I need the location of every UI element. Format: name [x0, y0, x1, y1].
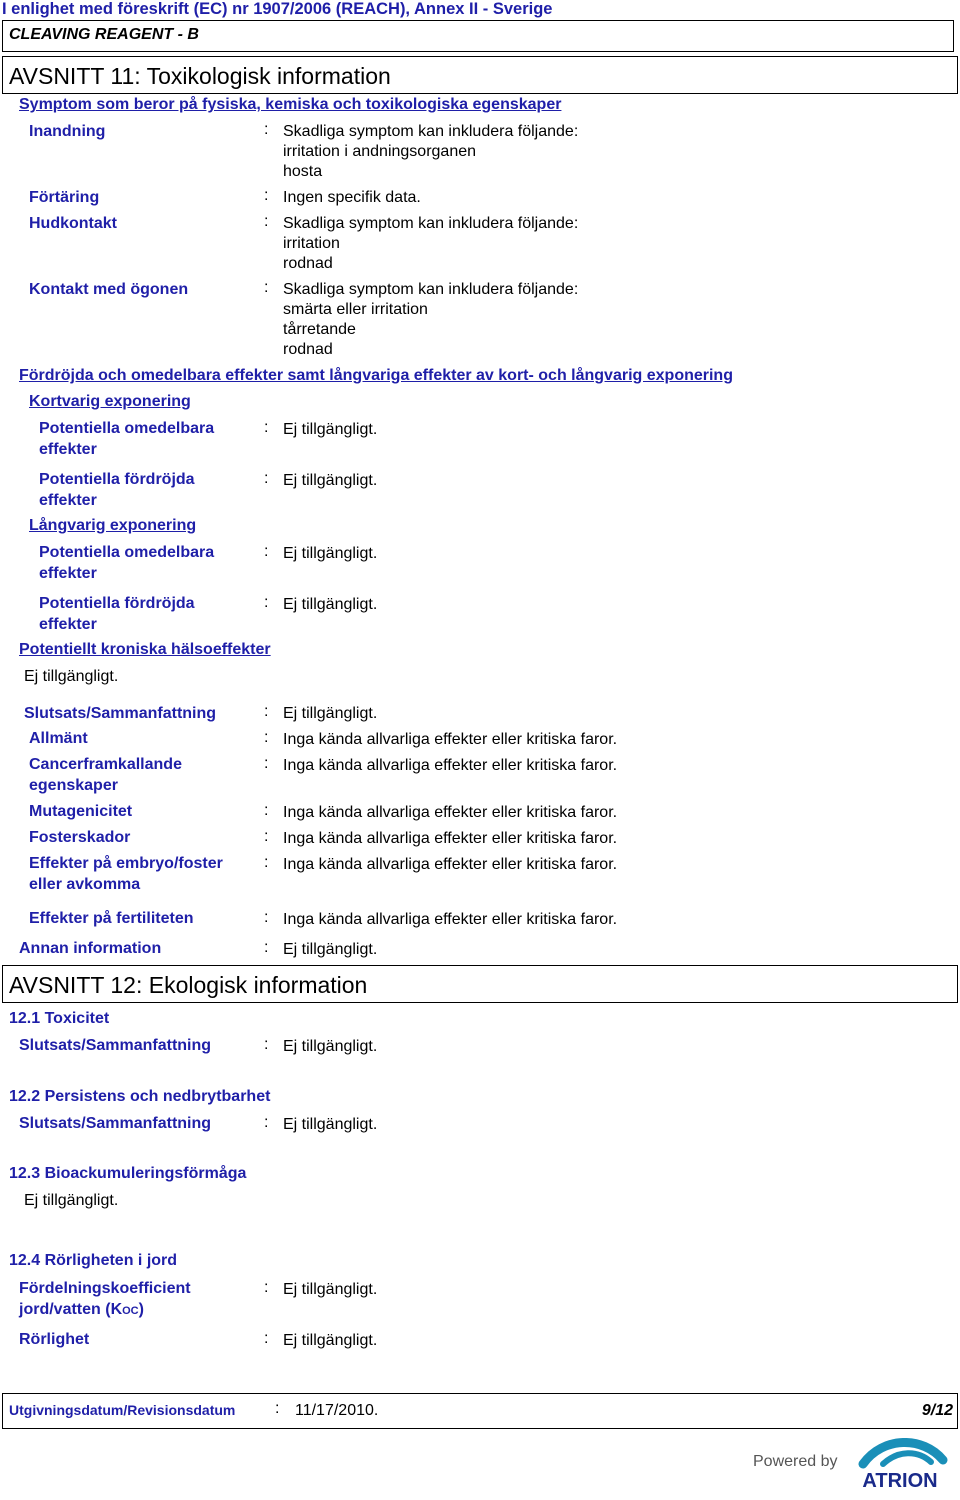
- product-name-box: [2, 20, 954, 52]
- colon: :: [264, 279, 269, 296]
- value-line: Skadliga symptom kan inkludera följande:: [283, 123, 579, 140]
- label-long-delayed: [39, 593, 195, 635]
- label-line: effekter: [39, 565, 97, 582]
- long-term-heading: Långvarig exponering: [29, 517, 197, 534]
- label-partition-coefficient: [19, 1278, 191, 1322]
- label-summary: Slutsats/Sammanfattning: [24, 705, 217, 722]
- label-text: jord/vatten (K: [19, 1301, 123, 1318]
- chronic-value: Ej tillgängligt.: [24, 668, 119, 685]
- value-line: Skadliga symptom kan inkludera följande:: [283, 215, 579, 232]
- section-11-header: [2, 56, 958, 94]
- footer: [2, 1393, 958, 1429]
- colon: :: [264, 1114, 269, 1131]
- value-fertility: Inga kända allvarliga effekter eller kritiska faror.: [283, 911, 618, 928]
- symptoms-heading: Symptom som beror på fysiska, kemiska och toxikologiska egenskaper: [19, 96, 562, 113]
- label-line: Potentiella fördröjda: [39, 471, 195, 488]
- value-line: irritation: [283, 235, 340, 252]
- value-eye-contact: [283, 280, 578, 360]
- label-line: eller avkomma: [29, 876, 141, 893]
- value-partition-coefficient: Ej tillgängligt.: [283, 1281, 378, 1298]
- value-teratogenicity: Inga kända allvarliga effekter eller kritiska faror.: [283, 830, 618, 847]
- label-short-immediate: [39, 418, 214, 460]
- label-fertility: Effekter på fertiliteten: [29, 910, 194, 927]
- value-inhalation: [283, 122, 578, 182]
- chronic-heading: Potentiellt kroniska hälsoeffekter: [19, 641, 271, 658]
- label-persistence-summary: Slutsats/Sammanfattning: [19, 1115, 212, 1132]
- label-text: ): [138, 1301, 144, 1318]
- value-short-delayed: Ej tillgängligt.: [283, 472, 378, 489]
- label-ingestion: Förtäring: [29, 189, 100, 206]
- label-embryo: [29, 853, 223, 895]
- value-line: hosta: [283, 163, 323, 180]
- label-mobility: Rörlighet: [19, 1331, 90, 1348]
- label-other-info: Annan information: [19, 940, 162, 957]
- colon: :: [264, 802, 269, 819]
- label-line: Fördelningskoefficient: [19, 1280, 191, 1297]
- bioaccumulation-heading: 12.3 Bioackumuleringsförmåga: [9, 1165, 247, 1182]
- label-teratogenicity: Fosterskador: [29, 829, 131, 846]
- colon: :: [264, 909, 269, 926]
- colon: :: [264, 729, 269, 746]
- value-line: Skadliga symptom kan inkludera följande:: [283, 281, 579, 298]
- label-line: Cancerframkallande: [29, 756, 182, 773]
- value-persistence-summary: Ej tillgängligt.: [283, 1116, 378, 1133]
- section-12-title: AVSNITT 12: Ekologisk information: [9, 972, 368, 998]
- label-skin-contact: Hudkontakt: [29, 215, 117, 232]
- value-line: rodnad: [283, 255, 333, 272]
- short-term-heading: Kortvarig exponering: [29, 393, 191, 410]
- delayed-effects-heading: Fördröjda och omedelbara effekter samt långvariga effekter av kort- och långvarig exponering: [19, 367, 733, 384]
- label-line: Potentiella fördröjda: [39, 595, 195, 612]
- label-mutagenicity: Mutagenicitet: [29, 803, 133, 820]
- value-other-info: Ej tillgängligt.: [283, 941, 378, 958]
- label-line: Effekter på embryo/foster: [29, 855, 223, 872]
- colon: :: [264, 1036, 269, 1053]
- value-long-immediate: Ej tillgängligt.: [283, 545, 378, 562]
- atrion-logo-icon: [843, 1438, 958, 1490]
- colon: :: [264, 1330, 269, 1347]
- value-mutagenicity: Inga kända allvarliga effekter eller kritiska faror.: [283, 804, 618, 821]
- value-general: Inga kända allvarliga effekter eller kritiska faror.: [283, 731, 618, 748]
- section-12-header: [2, 965, 958, 1003]
- colon: :: [264, 755, 269, 772]
- colon: :: [264, 939, 269, 956]
- value-mobility: Ej tillgängligt.: [283, 1332, 378, 1349]
- value-embryo: Inga kända allvarliga effekter eller kritiska faror.: [283, 856, 618, 873]
- atrion-logo-text: ATRION: [862, 1470, 938, 1490]
- value-ingestion: Ingen specifik data.: [283, 189, 421, 206]
- value-line: tårretande: [283, 321, 356, 338]
- colon: :: [264, 703, 269, 720]
- issue-date-label: Utgivningsdatum/Revisionsdatum: [9, 1402, 236, 1418]
- value-long-delayed: Ej tillgängligt.: [283, 596, 378, 613]
- subscript: OC: [122, 1305, 139, 1317]
- value-skin-contact: [283, 214, 578, 274]
- label-line: Potentiella omedelbara: [39, 544, 215, 561]
- label-long-immediate: [39, 542, 214, 584]
- label-line: effekter: [39, 441, 97, 458]
- persistence-heading: 12.2 Persistens och nedbrytbarhet: [9, 1088, 271, 1105]
- label-short-delayed: [39, 469, 195, 511]
- label-carcinogenicity: [29, 754, 182, 796]
- section-11-title: AVSNITT 11: Toxikologisk information: [9, 63, 391, 89]
- colon: :: [264, 543, 269, 560]
- colon: :: [264, 594, 269, 611]
- label-toxicity-summary: Slutsats/Sammanfattning: [19, 1037, 212, 1054]
- value-short-immediate: Ej tillgängligt.: [283, 421, 378, 438]
- label-general: Allmänt: [29, 730, 88, 747]
- regulation-header: I enlighet med föreskrift (EC) nr 1907/2006 (REACH), Annex II - Sverige: [2, 0, 553, 18]
- value-line: irritation i andningsorganen: [283, 143, 477, 160]
- colon: :: [264, 419, 269, 436]
- label-line: effekter: [39, 616, 97, 633]
- value-line: smärta eller irritation: [283, 301, 428, 318]
- toxicity-heading: 12.1 Toxicitet: [9, 1010, 110, 1027]
- colon: :: [264, 213, 269, 230]
- product-name: CLEAVING REAGENT - B: [9, 26, 199, 43]
- colon: :: [264, 187, 269, 204]
- issue-date: 11/17/2010.: [295, 1402, 379, 1419]
- value-summary: Ej tillgängligt.: [283, 705, 378, 722]
- colon: :: [264, 470, 269, 487]
- powered-by-text: Powered by: [753, 1453, 838, 1470]
- bioaccumulation-value: Ej tillgängligt.: [24, 1192, 119, 1209]
- page-number: 9/12: [921, 1402, 953, 1419]
- colon: :: [264, 854, 269, 871]
- value-toxicity-summary: Ej tillgängligt.: [283, 1038, 378, 1055]
- label-line: [19, 1299, 191, 1322]
- colon: :: [264, 121, 269, 138]
- label-line: effekter: [39, 492, 97, 509]
- label-line: Potentiella omedelbara: [39, 420, 215, 437]
- colon: :: [264, 828, 269, 845]
- label-inhalation: Inandning: [29, 123, 106, 140]
- value-line: rodnad: [283, 341, 333, 358]
- atrion-logo: [843, 1438, 958, 1495]
- colon: :: [264, 1279, 269, 1296]
- value-carcinogenicity: Inga kända allvarliga effekter eller kritiska faror.: [283, 757, 618, 774]
- label-eye-contact: Kontakt med ögonen: [29, 281, 189, 298]
- label-line: egenskaper: [29, 777, 118, 794]
- mobility-heading: 12.4 Rörligheten i jord: [9, 1252, 178, 1269]
- colon: :: [275, 1400, 280, 1417]
